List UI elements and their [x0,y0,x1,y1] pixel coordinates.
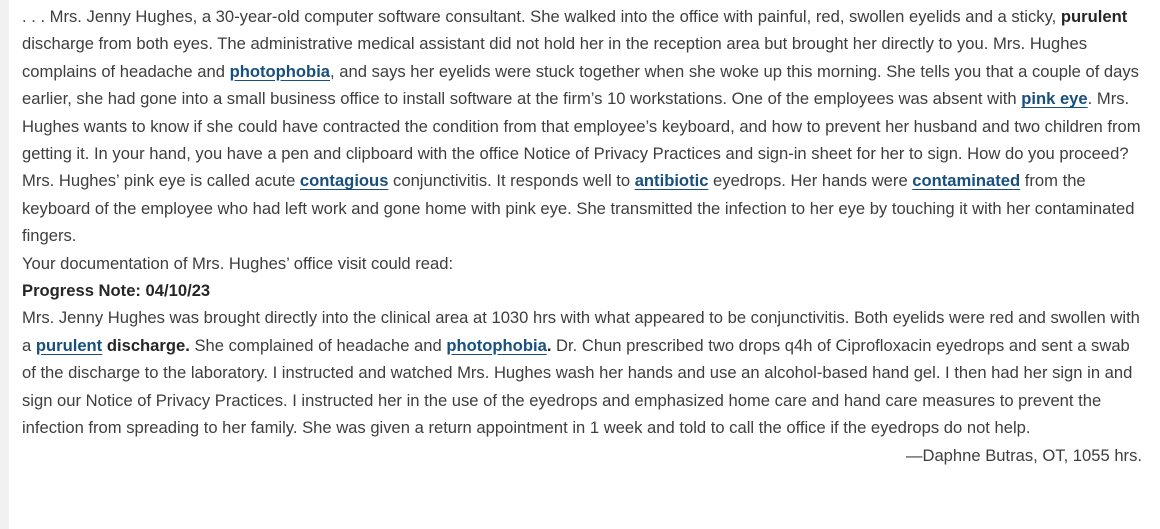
progress-note-paragraph-text: discharge. [106,335,190,355]
progress-note-paragraph-text: She complained of headache and [189,335,447,355]
term-link-pink-eye[interactable]: pink eye [1021,89,1088,109]
signature-line [22,442,1142,469]
documentation-intro-paragraph-text: Your documentation of Mrs. Hughes’ office visit could read: [22,253,454,273]
explanation-paragraph [22,167,1142,249]
term-link-contaminated[interactable]: contaminated [912,171,1021,191]
left-margin-strip [0,0,9,529]
case-study-paragraph-text: . . . Mrs. Jenny Hughes, a 30-year-old computer software consultant. She walked into the office with painful, red, swollen eyelids and a sticky, [22,7,1061,26]
signature-line-text: —Daphne Butras, OT, 1055 hrs. [905,445,1142,465]
explanation-paragraph-text: from the keyboard of the employee who had left work and gone home with pink eye. She transmitted the infection to her eye by touching it with her contaminated fingers. [22,171,1135,246]
case-study-paragraph-text: purulent [1060,7,1128,26]
explanation-paragraph-text: eyedrops. Her hands were [708,171,913,191]
progress-note-paragraph-text: Dr. Chun prescribed two drops q4h of Ciprofloxacin eyedrops and sent a swab of the discharge to the laboratory. I instructed and watched Mrs. Hughes wash her hands and use an alcohol-based hand gel. I then had her sign in and sign our Notice of Privacy Practices. I instructed her in the use of the eyedrops and emphasized home care and hand care measures to prevent the infection from spreading to her family. She was given a return appointment in 1 week and told to call the office if the eyedrops do not help. [22,335,1133,438]
case-study-paragraph-text: . Mrs. Hughes wants to know if she could have contracted the condition from that employee’s keyboard, and how to prevent her husband and two children from getting it. In your hand, you have a pen and clipboard with the office Notice of Privacy Practices and sign-in sheet for her to sign. How do you proceed? [22,89,1141,164]
explanation-paragraph-text: Mrs. Hughes’ pink eye is called acute [22,171,300,191]
term-link-contagious[interactable]: contagious [299,171,389,191]
explanation-paragraph-text: conjunctivitis. It responds well to [388,171,635,191]
progress-note-paragraph-text: Mrs. Jenny Hughes was brought directly into the clinical area at 1030 hrs with what appeared to be conjunctivitis. Both eyelids were red and swollen with a [22,308,1140,355]
progress-note-paragraph [22,304,1142,441]
progress-note-paragraph-text: . [546,335,552,355]
progress-note-heading-text: Progress Note: 04/10/23 [22,281,211,301]
progress-note-heading [22,277,1142,304]
term-link-purulent[interactable]: purulent [35,335,103,355]
term-link-photophobia[interactable]: photophobia [446,335,547,355]
term-link-photophobia[interactable]: photophobia [229,61,331,81]
documentation-intro-paragraph [22,250,1142,277]
case-study-paragraph [22,3,1142,167]
article-body [22,3,1142,469]
term-link-antibiotic[interactable]: antibiotic [634,171,709,191]
case-study-paragraph-text: discharge from both eyes. The administrative medical assistant did not hold her in the reception area but brought her directly to you. Mrs. Hughes complains of headache and [22,34,1088,81]
case-study-paragraph-text: , and says her eyelids were stuck together when she woke up this morning. She tells you that a couple of days earlier, she had gone into a small business office to install software at the firm’s 10 workstations. One of the employees was absent with [22,61,1139,109]
